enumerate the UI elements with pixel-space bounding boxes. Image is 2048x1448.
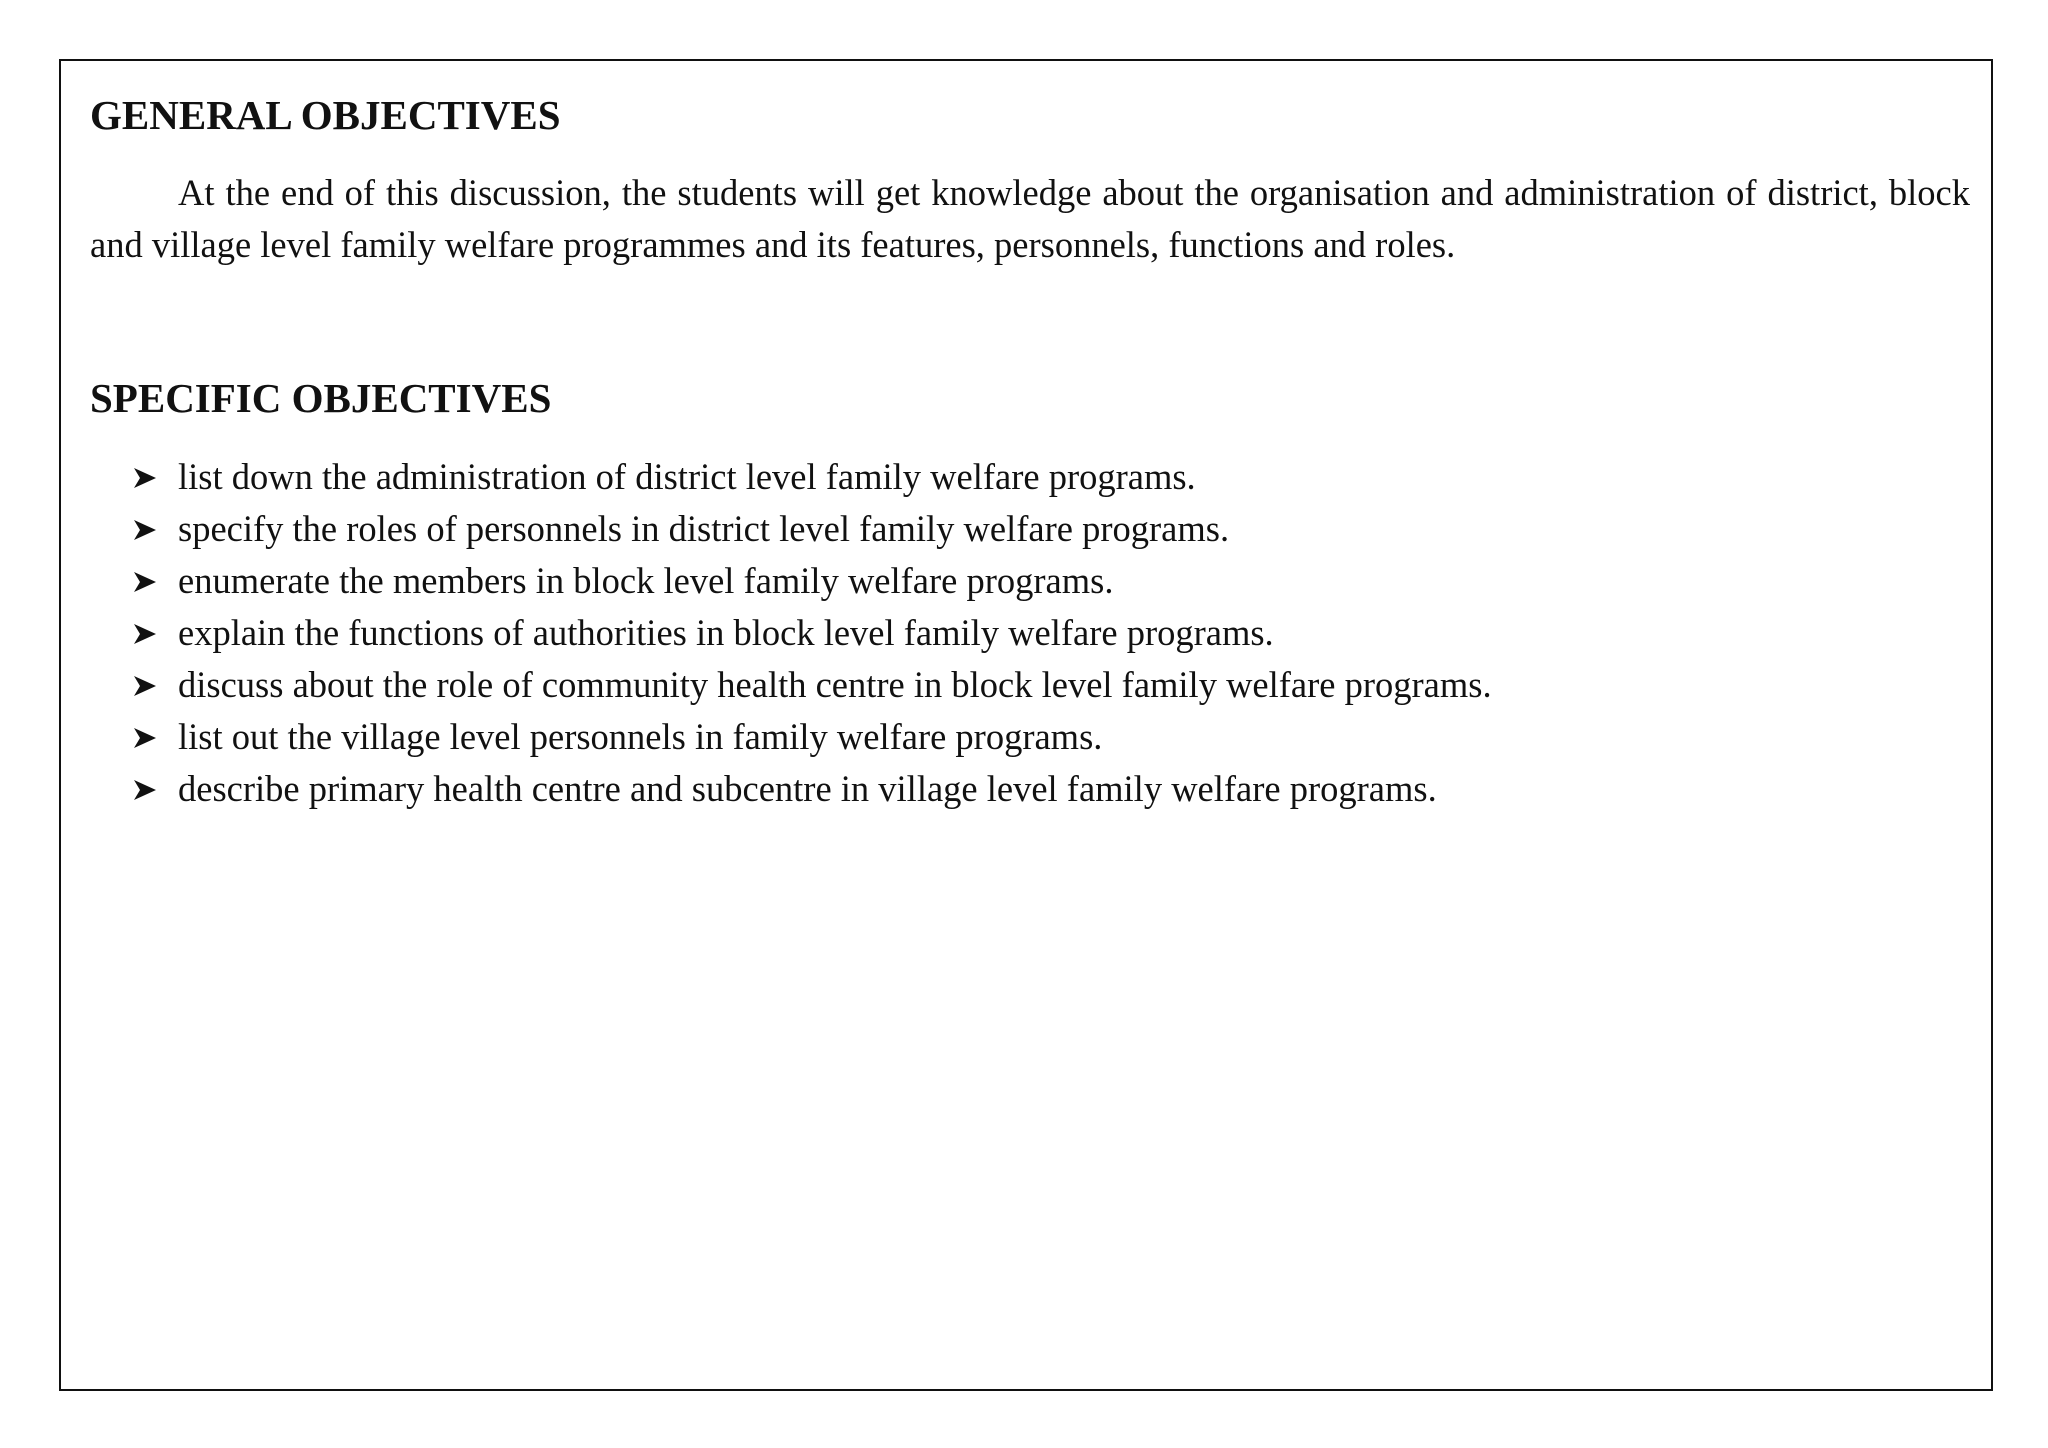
general-objectives-heading: GENERAL OBJECTIVES <box>90 92 561 138</box>
list-item-text: specify the roles of personnels in district level family welfare programs. <box>178 508 1230 549</box>
list-item-text: list down the administration of district level family welfare programs. <box>178 456 1196 497</box>
arrowhead-bullet-icon <box>133 503 159 555</box>
list-item-text: enumerate the members in block level family welfare programs. <box>178 560 1114 601</box>
arrowhead-bullet-icon <box>133 607 159 659</box>
arrowhead-bullet-icon <box>133 555 159 607</box>
specific-objectives-heading: SPECIFIC OBJECTIVES <box>90 375 552 421</box>
arrowhead-bullet-icon <box>133 763 159 815</box>
list-item-text: describe primary health centre and subcentre in village level family welfare programs. <box>178 768 1437 809</box>
arrowhead-bullet-icon <box>133 659 159 711</box>
list-item-text: discuss about the role of community health centre in block level family welfare programs. <box>178 664 1492 705</box>
arrowhead-bullet-icon <box>133 711 159 763</box>
arrowhead-bullet-icon <box>133 451 159 503</box>
list-item-text: explain the functions of authorities in block level family welfare programs. <box>178 612 1274 653</box>
list-item-text: list out the village level personnels in family welfare programs. <box>178 716 1103 757</box>
general-objectives-paragraph: At the end of this discussion, the students will get knowledge about the organisation and administration of district, block and village level family welfare programmes and its features, personnels, functions and roles. <box>90 172 1970 265</box>
page-border <box>59 59 1993 1391</box>
